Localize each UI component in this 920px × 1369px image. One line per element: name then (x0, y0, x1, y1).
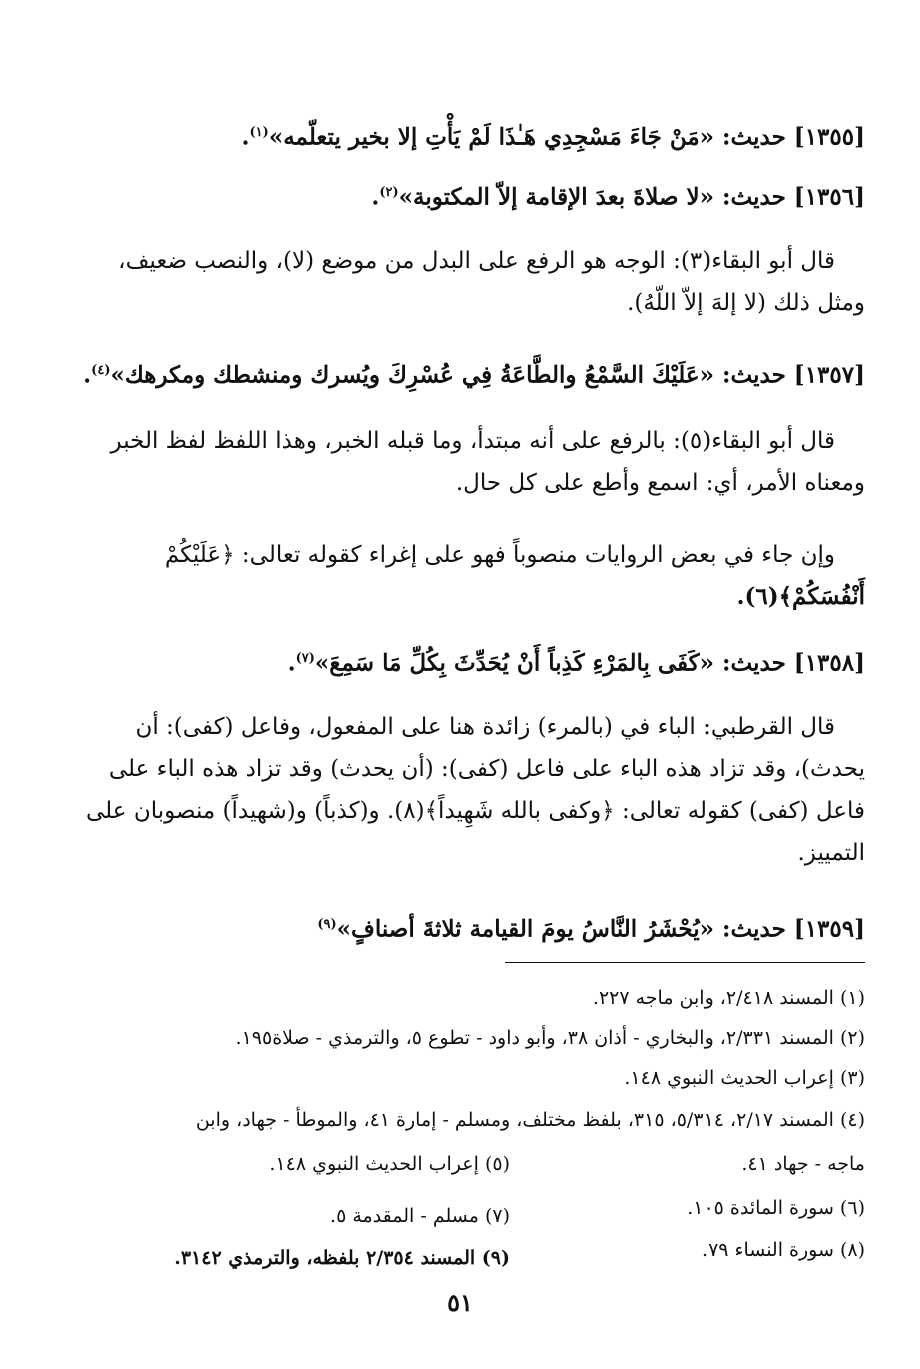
hadith-1359 (50, 910, 865, 945)
footnote-4: (٤) المسند ٢/١٧، ٥/٣١٤، ٣١٥، بلفظ مختلف، ومسلم - إمارة ٤١، والموطأ - جهاد، وابن (195, 1109, 865, 1131)
hadith-1358: [١٣٥٨] حديث: «كَفَى بِالمَرْءِ كَذِباً أَنْ يُحَدِّثَ بِكُلِّ مَا سَمِعَ»$^{(٧)}$. (287, 649, 865, 677)
footnote-ref: (٩) (317, 917, 337, 932)
hadith-1357: [١٣٥٧] حديث: «عَلَيْكَ السَّمْعُ والطَّاعَةُ فِي عُسْرِكَ ويُسرك ومنشطك ومكرهك»$^{(٤)}$. (83, 361, 865, 389)
footnote-ref: (٤) (91, 363, 111, 378)
footnote-7: (٧) مسلم - المقدمة ٥. (330, 1205, 510, 1227)
footnote-divider (505, 962, 865, 963)
commentary-nasb: وإن جاء في بعض الروايات منصوباً فهو على إغراء كقوله تعالى: ﴿عَلَيْكُمْ أَنْفُسَكُمْ﴾(٦). (164, 542, 865, 610)
hadith-text: [١٣٥٧] حديث: «عَلَيْكَ السَّمْعُ والطَّاعَةُ فِي عُسْرِكَ ويُسرك ومنشطك ومكرهك» (110, 361, 865, 389)
footnote-6: (٦) سورة المائدة ١٠٥. (687, 1197, 865, 1219)
footnote-4-cont: ماجه - جهاد ٤١. (741, 1153, 865, 1175)
commentary-qurtubi: قال القرطبي: الباء في (بالمرء) زائدة هنا على المفعول، وفاعل (كفى): أن يحدث)، وقد تزاد هذه الباء على فاعل (كفى): (أن يحدث) وقد تزاد هذه الباء على فاعل (كفى) كقوله تعالى: ﴿وكفى بالله شَهِيداً﴾(٨). و(كذباً) و(شهيداً) منصوبان على التمييز. (86, 714, 865, 866)
hadith-1356: [١٣٥٦] حديث: «لا صلاةَ بعدَ الإقامة إلاّ المكتوبة»$^{(٢)}$. (371, 183, 865, 211)
footnote-ref: (٢) (379, 185, 399, 200)
hadith-text: [١٣٥٨] حديث: «كَفَى بِالمَرْءِ كَذِباً أَنْ يُحَدِّثَ بِكُلِّ مَا سَمِعَ» (314, 649, 865, 677)
hadith-text: [١٣٥٩] حديث: «يُحْشَرُ النَّاسُ يومَ القيامة ثلاثةَ أصنافٍ» (336, 915, 865, 943)
footnote-3: (٣) إعراب الحديث النبوي ١٤٨. (624, 1067, 865, 1089)
footnote-ref: (١) (249, 125, 269, 140)
hadith-1355: [١٣٥٥] حديث: «مَنْ جَاءَ مَسْجِدِي هَـٰذَا لَمْ يَأْتِ إلا بخير يتعلّمه»$^{(١)}$. (241, 123, 865, 151)
footnote-1: (١) المسند ٢/٤١٨، وابن ماجه ٢٢٧. (592, 987, 865, 1009)
footnote-9: (٩) المسند ٢/٣٥٤ بلفظه، والترمذي ٣١٤٢. (174, 1247, 510, 1269)
footnote-8: (٨) سورة النساء ٧٩. (702, 1239, 865, 1261)
hadith-text: [١٣٥٦] حديث: «لا صلاةَ بعدَ الإقامة إلاّ المكتوبة» (398, 183, 865, 211)
footnote-5: (٥) إعراب الحديث النبوي ١٤٨. (269, 1153, 510, 1175)
footnote-ref: (٧) (295, 651, 315, 666)
hadith-text: [١٣٥٥] حديث: «مَنْ جَاءَ مَسْجِدِي هَـٰذَا لَمْ يَأْتِ إلا بخير يتعلّمه» (268, 123, 865, 151)
commentary-abu-albaqa-1: قال أبو البقاء(٣): الوجه هو الرفع على البدل من موضع (لا)، والنصب ضعيف، ومثل ذلك (لا إلهَ إلاّ اللّهُ). (118, 248, 865, 316)
footnote-2: (٢) المسند ٢/٣٣١، والبخاري - أذان ٣٨، وأبو داود - تطوع ٥، والترمذي - صلاة١٩٥. (235, 1027, 865, 1049)
page-number: ٥١ (447, 1288, 473, 1317)
commentary-abu-albaqa-2: قال أبو البقاء(٥): بالرفع على أنه مبتدأ، وما قبله الخبر، وهذا اللفظ لفظ الخبر ومعناه الأمر، أي: اسمع وأطع على كل حال. (110, 428, 865, 496)
